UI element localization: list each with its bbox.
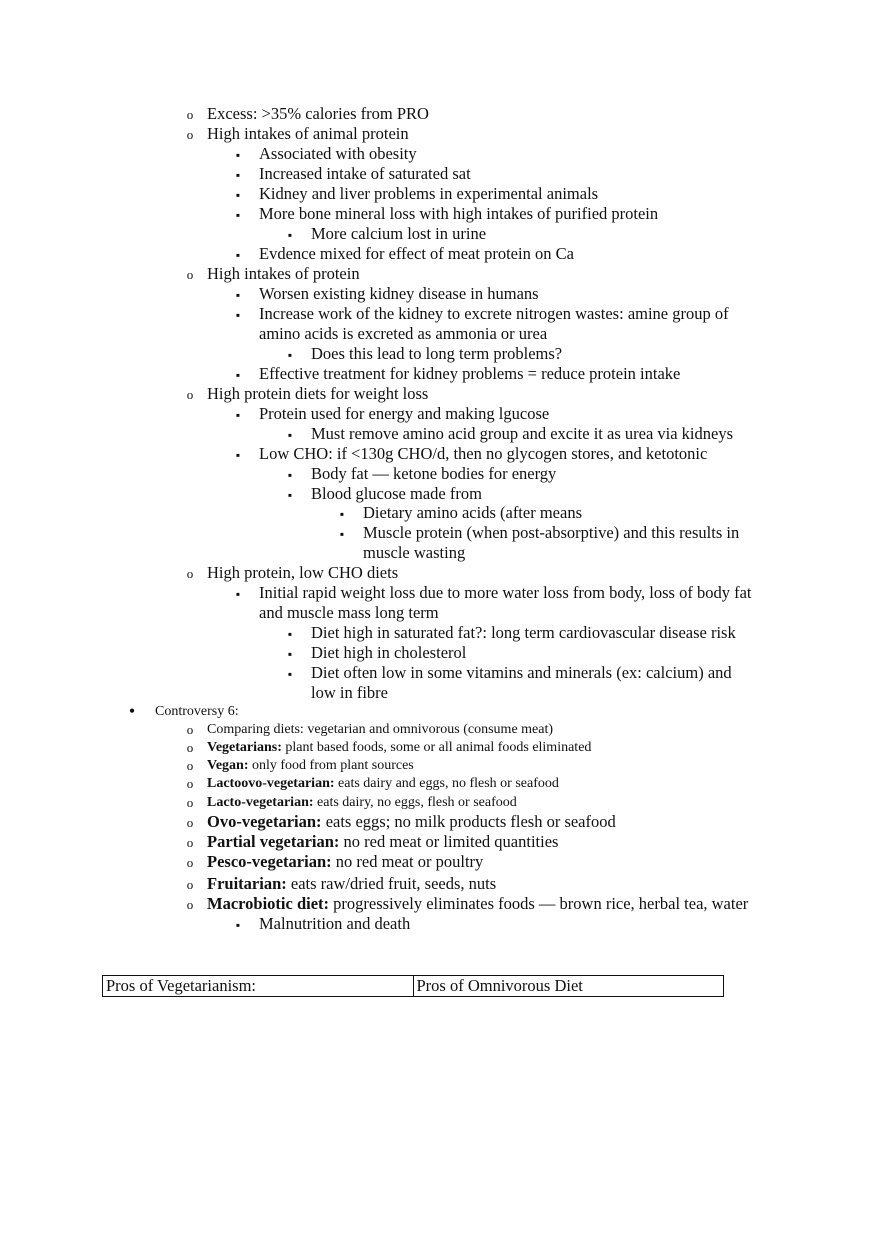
square-bullet-icon bbox=[280, 424, 300, 445]
circle-bullet-icon bbox=[180, 812, 200, 833]
table-row bbox=[103, 976, 724, 997]
outline-text: More bone mineral loss with high intakes of purified protein bbox=[259, 204, 659, 223]
item-text: eats dairy and eggs, no flesh or seafood bbox=[334, 776, 559, 791]
item-term: Ovo-vegetarian: bbox=[207, 812, 322, 831]
outline-text: More calcium lost in urine bbox=[311, 224, 487, 243]
controversy-item-text bbox=[207, 852, 483, 872]
square-bullet-icon bbox=[332, 503, 352, 524]
square-bullet-icon bbox=[228, 404, 248, 425]
outline-text: Body fat — ketone bodies for energy bbox=[311, 464, 557, 483]
outline-text: Diet high in saturated fat?: long term cardiovascular disease risk bbox=[311, 623, 736, 642]
item-term: Fruitarian: bbox=[207, 874, 287, 893]
circle-bullet-icon bbox=[180, 775, 200, 794]
outline-text: Muscle protein (when post-absorptive) and this results in bbox=[363, 523, 740, 542]
item-text: progressively eliminates foods — brown rice, herbal tea, water bbox=[329, 894, 749, 913]
item-term: Macrobiotic diet: bbox=[207, 894, 330, 913]
outline-text: Increased intake of saturated sat bbox=[259, 164, 471, 183]
outline-text: Must remove amino acid group and excite it as urea via kidneys bbox=[311, 424, 733, 443]
outline-text: Diet often low in some vitamins and minerals (ex: calcium) and bbox=[311, 663, 732, 682]
square-bullet-icon bbox=[228, 284, 248, 305]
outline-text: Low CHO: if <130g CHO/d, then no glycogen stores, and ketotonic bbox=[259, 444, 708, 463]
controversy-item-text bbox=[207, 757, 414, 775]
outline-text: Increase work of the kidney to excrete nitrogen wastes: amine group of bbox=[259, 304, 729, 323]
circle-bullet-icon bbox=[180, 384, 200, 405]
square-bullet-icon bbox=[280, 344, 300, 365]
outline-text: Kidney and liver problems in experimental animals bbox=[259, 184, 599, 203]
item-text: Comparing diets: vegetarian and omnivorous (consume meat) bbox=[207, 722, 554, 737]
item-text: eats raw/dried fruit, seeds, nuts bbox=[286, 874, 497, 893]
controversy-item-text bbox=[207, 894, 748, 914]
square-bullet-icon bbox=[280, 663, 300, 684]
bullet-dot-icon bbox=[122, 702, 142, 723]
square-bullet-icon bbox=[332, 523, 352, 544]
circle-bullet-icon bbox=[180, 874, 200, 895]
outline-text: Worsen existing kidney disease in humans bbox=[259, 284, 539, 303]
square-bullet-icon bbox=[280, 623, 300, 644]
item-text: no red meat or poultry bbox=[331, 852, 484, 871]
circle-bullet-icon bbox=[180, 721, 200, 740]
outline-text: Blood glucose made from bbox=[311, 484, 482, 503]
square-bullet-icon bbox=[228, 304, 248, 325]
outline-text: Does this lead to long term problems? bbox=[311, 344, 563, 363]
circle-bullet-icon bbox=[180, 563, 200, 584]
item-term: Lactoovo-vegetarian: bbox=[207, 776, 335, 791]
controversy-heading-text: Controversy 6: bbox=[155, 704, 239, 719]
square-bullet-icon bbox=[228, 164, 248, 185]
circle-bullet-icon bbox=[180, 124, 200, 145]
controversy-item-text bbox=[207, 721, 553, 739]
outline-text: Evdence mixed for effect of meat protein on Ca bbox=[259, 244, 574, 263]
square-bullet-icon bbox=[228, 244, 248, 265]
square-bullet-icon bbox=[280, 643, 300, 664]
circle-bullet-icon bbox=[180, 739, 200, 758]
outline-text: low in fibre bbox=[311, 683, 388, 702]
outline-text: High intakes of animal protein bbox=[207, 124, 409, 143]
square-bullet-icon bbox=[228, 144, 248, 165]
item-term: Lacto-vegetarian: bbox=[207, 795, 314, 810]
item-text: plant based foods, some or all animal foods eliminated bbox=[281, 740, 592, 755]
circle-bullet-icon bbox=[180, 104, 200, 125]
circle-bullet-icon bbox=[180, 794, 200, 813]
square-bullet-icon bbox=[228, 444, 248, 465]
item-text: eats eggs; no milk products flesh or seafood bbox=[321, 812, 616, 831]
outline-text: and muscle mass long term bbox=[259, 603, 439, 622]
outline-text: Dietary amino acids (after means bbox=[363, 503, 582, 522]
outline-text: High intakes of protein bbox=[207, 264, 360, 283]
item-text: no red meat or limited quantities bbox=[339, 832, 559, 851]
circle-bullet-icon bbox=[180, 894, 200, 915]
square-bullet-icon bbox=[280, 224, 300, 245]
circle-bullet-icon bbox=[180, 832, 200, 853]
controversy-item-text bbox=[207, 874, 496, 894]
item-term: Vegetarians: bbox=[207, 740, 282, 755]
outline-text: High protein, low CHO diets bbox=[207, 563, 399, 582]
outline-text: Associated with obesity bbox=[259, 144, 417, 163]
outline-text: muscle wasting bbox=[363, 543, 466, 562]
item-text: only food from plant sources bbox=[248, 758, 414, 773]
square-bullet-icon bbox=[228, 583, 248, 604]
square-bullet-icon bbox=[280, 464, 300, 485]
controversy-sub-item-text: Malnutrition and death bbox=[259, 914, 411, 933]
item-term: Vegan: bbox=[207, 758, 249, 773]
pros-vegetarianism-header: Pros of Vegetarianism: bbox=[103, 976, 414, 997]
square-bullet-icon bbox=[228, 204, 248, 225]
outline-text: Excess: >35% calories from PRO bbox=[207, 104, 429, 123]
square-bullet-icon bbox=[228, 364, 248, 385]
circle-bullet-icon bbox=[180, 264, 200, 285]
outline-text: amino acids is excreted as ammonia or urea bbox=[259, 324, 548, 343]
circle-bullet-icon bbox=[180, 757, 200, 776]
outline-text: High protein diets for weight loss bbox=[207, 384, 429, 403]
outline-text: Protein used for energy and making lgucose bbox=[259, 404, 550, 423]
item-term: Partial vegetarian: bbox=[207, 832, 340, 851]
pros-table bbox=[102, 975, 724, 997]
square-bullet-icon bbox=[280, 484, 300, 505]
square-bullet-icon bbox=[228, 914, 248, 935]
controversy-item-text bbox=[207, 739, 591, 757]
item-term: Pesco-vegetarian: bbox=[207, 852, 332, 871]
controversy-item-text bbox=[207, 794, 517, 812]
outline-text: Effective treatment for kidney problems = reduce protein intake bbox=[259, 364, 681, 383]
pros-omnivorous-header: Pros of Omnivorous Diet bbox=[413, 976, 724, 997]
item-text: eats dairy, no eggs, flesh or seafood bbox=[313, 795, 517, 810]
controversy-item-text bbox=[207, 812, 616, 832]
circle-bullet-icon bbox=[180, 852, 200, 873]
square-bullet-icon bbox=[228, 184, 248, 205]
outline-text: Initial rapid weight loss due to more water loss from body, loss of body fat bbox=[259, 583, 752, 602]
controversy-item-text bbox=[207, 832, 558, 852]
outline-text: Diet high in cholesterol bbox=[311, 643, 467, 662]
controversy-item-text bbox=[207, 775, 559, 793]
